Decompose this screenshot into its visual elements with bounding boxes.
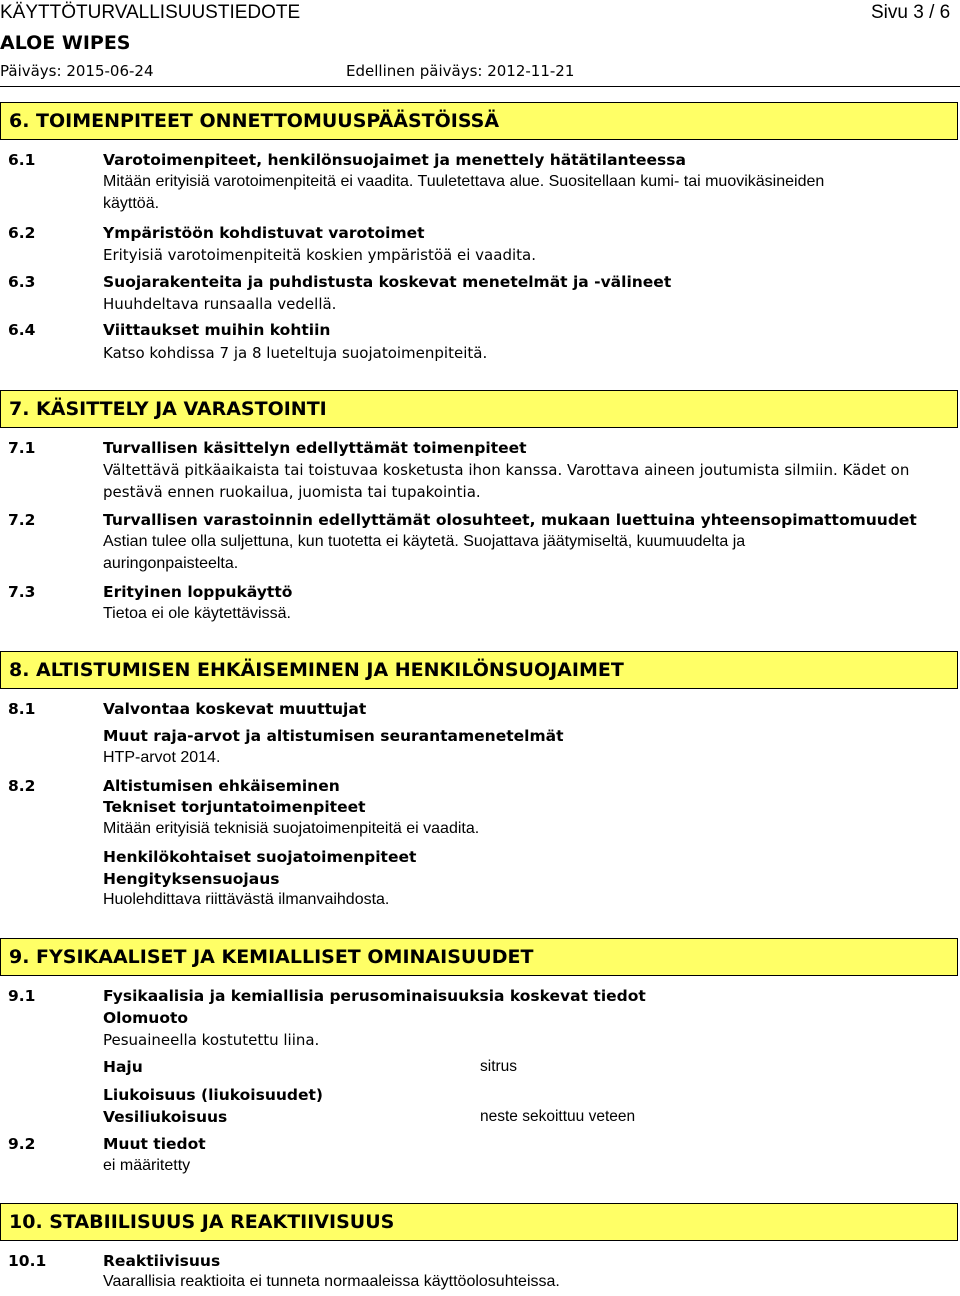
property-label: Liukoisuus (liukoisuudet) [103, 1086, 323, 1104]
subsection-number: 7.2 [8, 511, 36, 529]
body-text: Vältettävä pitkäaikaista tai toistuvaa kosketusta ihon kanssa. Varottava aineen joutumista silmiin. Kädet on [103, 461, 910, 479]
subsection-number: 6.1 [8, 151, 36, 169]
subsection-heading: Fysikaalisia ja kemiallisia perusominaisuuksia koskevat tiedot [103, 987, 646, 1005]
subsection-heading: Ympäristöön kohdistuvat varotoimet [103, 224, 425, 242]
subsection-number: 7.1 [8, 439, 36, 457]
body-text: Huolehdittava riittävästä ilmanvaihdosta. [103, 891, 390, 908]
previous-date: Edellinen päiväys: 2012-11-21 [346, 62, 575, 80]
body-text: Tietoa ei ole käytettävissä. [103, 605, 291, 622]
body-text: Katso kohdissa 7 ja 8 lueteltuja suojatoimenpiteitä. [103, 344, 488, 362]
subsection-heading: Altistumisen ehkäiseminen [103, 777, 340, 795]
body-text: Erityisiä varotoimenpiteitä koskien ympäristöä ei vaadita. [103, 246, 536, 264]
body-text: ei määritetty [103, 1157, 191, 1174]
subsection-heading: Turvallisen käsittelyn edellyttämät toimenpiteet [103, 439, 527, 457]
body-text: auringonpaisteelta. [103, 555, 239, 572]
section-6-heading: 6. TOIMENPITEET ONNETTOMUUSPÄÄSTÖISSÄ [0, 102, 958, 140]
subsection-number: 8.2 [8, 777, 36, 795]
subsection-number: 10.1 [8, 1252, 47, 1270]
document-title: KÄYTTÖTURVALLISUUSTIEDOTE [0, 2, 301, 23]
subsection-number: 9.2 [8, 1135, 36, 1153]
property-value: sitrus [480, 1058, 518, 1075]
subsection-heading: Erityinen loppukäyttö [103, 583, 293, 601]
body-text: käyttöä. [103, 195, 160, 212]
subsection-heading: Turvallisen varastoinnin edellyttämät olosuhteet, mukaan luettuina yhteensopimattomuudet [103, 511, 917, 529]
subsection-number: 6.4 [8, 321, 36, 339]
subsection-number: 9.1 [8, 987, 36, 1005]
body-text: Mitään erityisiä varotoimenpiteitä ei vaadita. Tuuletettava alue. Suositellaan kumi- tai muovikäsineiden [103, 173, 825, 190]
subsection-heading: Varotoimenpiteet, henkilönsuojaimet ja menettely hätätilanteessa [103, 151, 686, 169]
sub-heading: Olomuoto [103, 1009, 189, 1027]
section-10-heading: 10. STABIILISUUS JA REAKTIIVISUUS [0, 1203, 958, 1241]
body-text: pestävä ennen ruokailua, juomista tai tupakointia. [103, 483, 481, 501]
body-text: Pesuaineella kostutettu liina. [103, 1031, 320, 1049]
page-number: Sivu 3 / 6 [871, 2, 951, 23]
subsection-number: 8.1 [8, 700, 36, 718]
sub-heading: Hengityksensuojaus [103, 870, 280, 888]
subsection-heading: Reaktiivisuus [103, 1252, 221, 1270]
section-9-heading: 9. FYSIKAALISET JA KEMIALLISET OMINAISUUDET [0, 938, 958, 976]
sub-heading: Henkilökohtaiset suojatoimenpiteet [103, 848, 417, 866]
sub-heading: Muut raja-arvot ja altistumisen seurantamenetelmät [103, 727, 564, 745]
body-text: HTP-arvot 2014. [103, 749, 221, 766]
subsection-heading: Viittaukset muihin kohtiin [103, 321, 331, 339]
property-value: neste sekoittuu veteen [480, 1108, 636, 1125]
header-rule [0, 86, 960, 87]
product-name: ALOE WIPES [0, 32, 131, 54]
issue-date: Päiväys: 2015-06-24 [0, 62, 154, 80]
subsection-number: 6.3 [8, 273, 36, 291]
subsection-number: 7.3 [8, 583, 36, 601]
sub-heading: Tekniset torjuntatoimenpiteet [103, 798, 366, 816]
body-text: Astian tulee olla suljettuna, kun tuotetta ei käytetä. Suojattava jäätymiseltä, kuumuudelta ja [103, 533, 746, 550]
section-8-heading: 8. ALTISTUMISEN EHKÄISEMINEN JA HENKILÖNSUOJAIMET [0, 651, 958, 689]
subsection-heading: Suojarakenteita ja puhdistusta koskevat menetelmät ja -välineet [103, 273, 672, 291]
body-text: Huuhdeltava runsaalla vedellä. [103, 295, 337, 313]
subsection-heading: Muut tiedot [103, 1135, 206, 1153]
subsection-heading: Valvontaa koskevat muuttujat [103, 700, 367, 718]
section-7-heading: 7. KÄSITTELY JA VARASTOINTI [0, 390, 958, 428]
subsection-number: 6.2 [8, 224, 36, 242]
property-label: Vesiliukoisuus [103, 1108, 228, 1126]
body-text: Mitään erityisiä teknisiä suojatoimenpiteitä ei vaadita. [103, 820, 480, 837]
property-label: Haju [103, 1058, 143, 1076]
body-text: Vaarallisia reaktioita ei tunneta normaaleissa käyttöolosuhteissa. [103, 1273, 560, 1290]
